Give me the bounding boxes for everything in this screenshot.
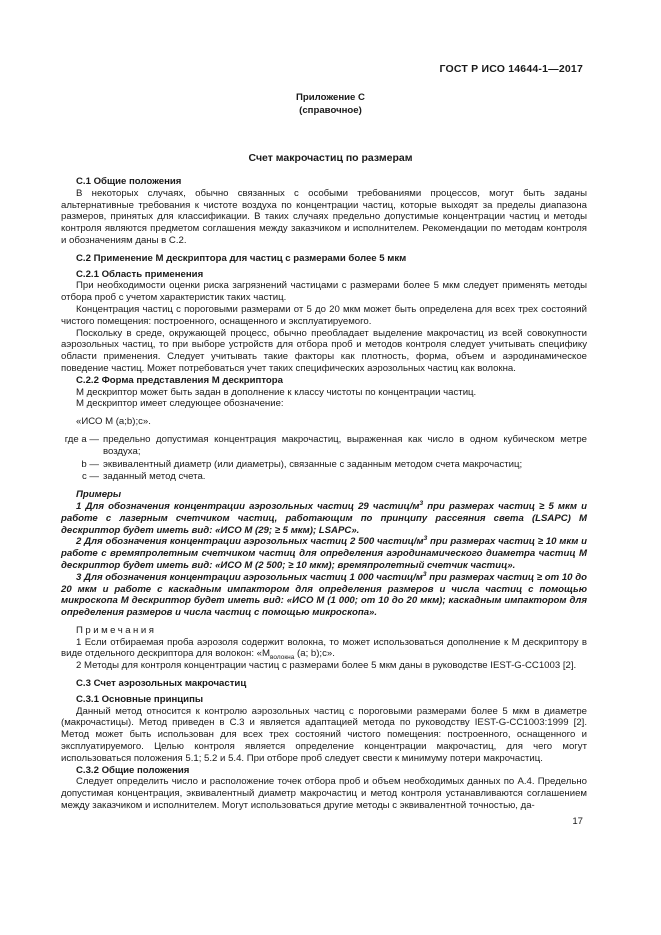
heading-c21: С.2.1 Область применения <box>76 268 204 280</box>
example-text: 3 Для обозначения концентрации аэрозольных частиц 1 000 частиц/м <box>76 571 423 583</box>
definition-key: c — <box>81 471 99 483</box>
paragraph: В некоторых случаях, обычно связанных с особыми требованиями процессов, могут быть заданы альтернативные требования к чистоте воздуха по концентрации частиц, которые выходят за пределы диапазона размеров, принятых для классификации. В таких случаях предельно допустимые концентрации частиц и методы контроля являются предметом соглашения между заказчиком и исполнителем. Рекомендации по методам контроля и обозначениям даны в С.2. <box>61 187 587 246</box>
example-text: 2 Для обозначения концентрации аэрозольных частиц 2 500 частиц/м <box>76 536 424 548</box>
superscript: 3 <box>419 499 424 507</box>
note-2: 2 Методы для контроля концентрации частиц с размерами более 5 мкм даны в руководстве IEST-G-CC1003 [2]. <box>76 660 577 672</box>
definition-item <box>41 471 587 483</box>
appendix-subtitle: (справочное) <box>299 105 362 116</box>
paragraph: М дескриптор может быть задан в дополнение к классу чистоты по концентрации частиц. <box>76 386 477 398</box>
paragraph: Концентрация частиц с пороговыми размерами от 5 до 20 мкм может быть определена для всех трех состояний чистого помещения: построенного, оснащенного и эксплуатируемого. <box>61 303 587 327</box>
example-text: 1 Для обозначения концентрации аэрозольных частиц 29 частиц/м <box>76 500 420 512</box>
appendix-title: Приложение С <box>296 92 365 103</box>
paragraph: М дескриптор имеет следующее обозначение: <box>76 398 284 410</box>
document-id: ГОСТ Р ИСО 14644-1—2017 <box>439 63 583 75</box>
page-number: 17 <box>572 816 583 827</box>
definition-text: эквивалентный диаметр (или диаметры), связанные с заданным методом счета макрочастиц; <box>103 458 523 470</box>
examples-heading: Примеры <box>76 489 122 501</box>
notes-heading: Примечания <box>76 624 157 636</box>
example-text: при размерах частиц ≥ 5 мкм и работе с лазерным счетчиком частиц, работающим по принципу рассеяния света (LSAPC) М дескриптор будет иметь вид: «ИСО М (29; ≥ 5 мкм); LSAPC». <box>61 500 587 536</box>
superscript: 3 <box>423 535 428 543</box>
example-3 <box>61 572 587 619</box>
superscript: 3 <box>422 570 427 578</box>
heading-c1: С.1 Общие положения <box>76 176 182 187</box>
paragraph: Следует определить число и расположение точек отбора проб и объем необходимых данных по А.4. Предельно допустимая концентрация, эквивалентный диаметр макрочастиц и метод контроля устанавливаются соглашением между заказчиком и исполнителем. Могут использоваться другие методы с эквивалентной точностью, да- <box>61 776 587 812</box>
paragraph: При необходимости оценки риска загрязнений частицами с размерами более 5 мкм следует применять методы отбора проб с учетом характеристик таких частиц. <box>61 280 587 304</box>
heading-c31: С.3.1 Основные принципы <box>76 693 204 705</box>
appendix-heading <box>0 91 661 117</box>
subscript: волокна <box>269 654 295 662</box>
definition-key: где a — <box>64 433 99 445</box>
formula: «ИСО М (a;b);c». <box>76 416 151 428</box>
section-title: Счет макрочастиц по размерам <box>248 152 413 164</box>
example-1 <box>61 501 587 536</box>
example-2 <box>61 536 587 571</box>
definition-text: заданный метод счета. <box>103 471 206 483</box>
document-body <box>61 172 587 812</box>
heading-c22: С.2.2 Форма представления М дескриптора <box>76 374 283 386</box>
note-1 <box>61 637 587 661</box>
note-text: 1 Если отбираемая проба аэрозоля содержит волокна, то может использоваться дополнение к М дескриптору в виде отдельного дескриптора для волокон: «М <box>61 636 587 660</box>
paragraph: Данный метод относится к контролю аэрозольных частиц с пороговыми размерами более 5 мкм в диаметре (макрочастицы). Метод приведен в С.3 и является адаптацией метода по руководству IEST-G-CC1003:1999 [2]. Метод может быть использован для всех трех состояний чистого помещения: построенного, оснащенного и эксплуатируемого. Целью контроля является определение концентрации макрочастиц, для чего могут использоваться положения 5.1; 5.2 и 5.4. При отборе проб следует свести к минимуму потери макрочастиц. <box>61 705 587 764</box>
definition-text: предельно допустимая концентрация макрочастиц, выраженная как число в одном кубическом метре воздуха; <box>103 433 587 457</box>
definitions-list <box>41 434 587 483</box>
example-text: при размерах частиц ≥ 10 мкм и работе с времяпролетным счетчиком частиц для определения аэродинамического диаметра частиц М дескриптор будет иметь вид: «ИСО М (2 500; ≥ 10 мкм); времяпролетный счетчик частиц». <box>61 536 587 571</box>
heading-c2: С.2 Применение М дескриптора для частиц с размерами более 5 мкм <box>76 252 407 264</box>
paragraph: Поскольку в среде, окружающей процесс, обычно преобладает выделение макрочастиц из всей совокупности аэрозольных частиц, то при выборе устройств для отбора проб и методов контроля следует учитывать специфику области применения. Следует учитывать такие факторы как плотность, форма, объем и аэродинамическое поведение частиц. Может потребоваться учет таких специфических аэрозольных частиц как волокна. <box>61 327 587 374</box>
heading-c3: С.3 Счет аэрозольных макрочастиц <box>76 678 247 690</box>
definition-item <box>41 459 587 471</box>
definition-key: b — <box>81 458 99 470</box>
example-text: при размерах частиц ≥ от 10 до 20 мкм и работе с каскадным импактором для определения размеров и числа частиц с помощью микроскопа М дескриптор будет иметь вид: «ИСО М (1 000; от 10 до 20 мкм); каскадным импактором для определения размеров и числа частиц с помощью микроскопа». <box>61 571 587 619</box>
note-text: (a; b);c». <box>294 648 335 660</box>
heading-c32: С.3.2 Общие положения <box>76 764 190 776</box>
definition-item <box>41 434 587 458</box>
